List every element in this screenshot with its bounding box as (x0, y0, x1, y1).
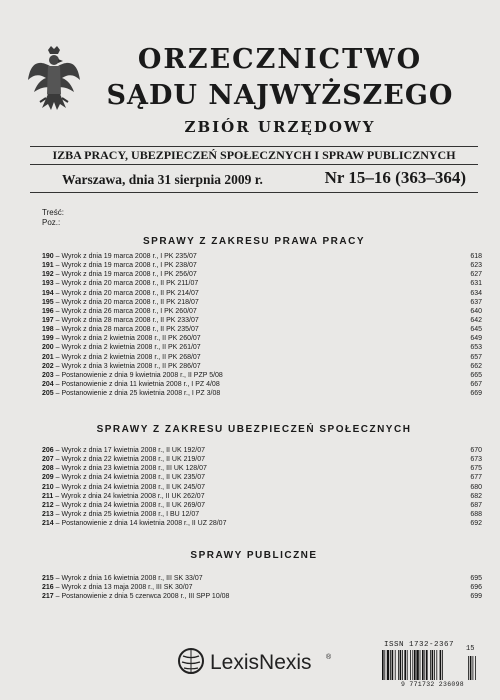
toc-entry (42, 592, 482, 601)
entry-title: – Wyrok z dnia 20 marca 2008 r., II PK 211/07 (53, 280, 199, 288)
header-divider-top (30, 146, 478, 147)
issn-number: ISSN 1732-2367 (384, 641, 455, 649)
barcode-bar (407, 650, 408, 680)
entry-page-number: 688 (470, 510, 482, 518)
entry-number: 197 (42, 316, 54, 324)
barcode-addon-bar (468, 656, 469, 680)
entry-page-number: 692 (470, 520, 482, 528)
entry-title: – Wyrok z dnia 19 marca 2008 r., I PK 238/07 (53, 262, 197, 270)
position-label: Poz.: (42, 218, 61, 227)
barcode-bar (402, 650, 403, 680)
toc-entry (42, 483, 482, 492)
toc-entry (42, 298, 482, 307)
toc-list-public (42, 574, 482, 601)
barcode-bar (382, 650, 384, 680)
entry-page-number: 627 (470, 271, 482, 279)
entry-title: – Postanowienie z dnia 14 kwietnia 2008 r., II UZ 28/07 (53, 520, 227, 528)
entry-title: – Wyrok z dnia 2 kwietnia 2008 r., II PK 261/07 (53, 344, 201, 352)
entry-title: – Wyrok z dnia 19 marca 2008 r., I PK 235/07 (53, 253, 197, 260)
barcode-bar (416, 650, 418, 680)
barcode-addon-bar (473, 656, 474, 680)
entry-number: 210 (42, 483, 54, 491)
toc-entry (42, 492, 482, 501)
toc-entry (42, 380, 482, 389)
barcode-bar (436, 650, 437, 680)
entry-page-number: 640 (470, 307, 482, 315)
entry-title: – Wyrok z dnia 22 kwietnia 2008 r., II UK 219/07 (53, 456, 205, 464)
entry-number: 196 (42, 307, 54, 315)
barcode-bar (400, 650, 402, 680)
entry-title: – Wyrok z dnia 13 maja 2008 r., III SK 30/07 (53, 584, 193, 592)
barcode-bar (442, 650, 443, 680)
toc-entry (42, 270, 482, 279)
entry-title: – Wyrok z dnia 24 kwietnia 2008 r., II UK 269/07 (53, 501, 205, 509)
journal-subtitle: ZBIÓR URZĘDOWY (184, 118, 376, 136)
entry-title: – Postanowienie z dnia 9 kwietnia 2008 r., II PZP 5/08 (53, 371, 223, 379)
toc-entry (42, 325, 482, 334)
barcode-bar (422, 650, 424, 680)
journal-title-line2: SĄDU NAJWYŻSZEGO (106, 80, 454, 111)
entry-page-number: 618 (470, 253, 482, 260)
toc-entry (42, 464, 482, 473)
entry-page-number: 645 (470, 326, 482, 334)
entry-page-number: 634 (470, 289, 482, 297)
section-title-public: SPRAWY PUBLICZNE (190, 550, 318, 561)
entry-number: 205 (42, 390, 54, 398)
entry-number: 202 (42, 362, 54, 370)
toc-entry (42, 583, 482, 592)
entry-page-number: 662 (470, 362, 482, 370)
entry-page-number: 623 (470, 262, 482, 270)
entry-title: – Wyrok z dnia 20 marca 2008 r., II PK 218/07 (53, 298, 199, 306)
entry-page-number: 696 (470, 584, 482, 592)
toc-entry (42, 574, 482, 583)
entry-title: – Wyrok z dnia 17 kwietnia 2008 r., II UK 192/07 (53, 447, 205, 454)
toc-entry (42, 307, 482, 316)
barcode-digits: 9 771732 236098 (400, 681, 464, 688)
entry-number: 191 (42, 262, 54, 270)
entry-title: – Wyrok z dnia 19 marca 2008 r., I PK 256/07 (53, 271, 197, 279)
entry-page-number: 699 (470, 593, 482, 601)
toc-entry (42, 316, 482, 325)
toc-entry (42, 289, 482, 298)
barcode-bar (392, 650, 394, 680)
barcode-bar (434, 650, 435, 680)
barcode-bar (384, 650, 385, 680)
entry-page-number: 637 (470, 298, 482, 306)
entry-title: – Postanowienie z dnia 25 kwietnia 2008 r., I PZ 3/08 (53, 390, 221, 398)
entry-title: – Wyrok z dnia 24 kwietnia 2008 r., II UK 245/07 (53, 483, 205, 491)
entry-number: 206 (42, 447, 54, 454)
toc-entry (42, 252, 482, 261)
entry-number: 217 (42, 593, 54, 601)
entry-page-number: 673 (470, 456, 482, 464)
entry-page-number: 670 (470, 447, 482, 454)
barcode-bar (390, 650, 391, 680)
toc-entry (42, 343, 482, 352)
entry-number: 211 (42, 492, 54, 500)
place-date: Warszawa, dnia 31 sierpnia 2009 r. (62, 172, 263, 187)
entry-page-number: 649 (470, 335, 482, 343)
entry-page-number: 642 (470, 316, 482, 324)
registered-mark: ® (326, 654, 332, 661)
barcode-bar (395, 650, 396, 680)
barcode-addon: 15 (466, 645, 475, 653)
entry-number: 204 (42, 380, 54, 388)
entry-page-number: 682 (470, 492, 482, 500)
toc-entry (42, 261, 482, 270)
header-divider-middle (30, 164, 478, 165)
barcode-bar (414, 650, 416, 680)
entry-title: – Wyrok z dnia 16 kwietnia 2008 r., III SK 33/07 (53, 575, 203, 582)
toc-entry (42, 334, 482, 343)
entry-title: – Wyrok z dnia 2 kwietnia 2008 r., II PK 260/07 (53, 335, 201, 343)
entry-page-number: 680 (470, 483, 482, 491)
entry-page-number: 657 (470, 353, 482, 361)
toc-entry (42, 446, 482, 455)
contents-label: Treść: (42, 208, 64, 217)
entry-page-number: 631 (470, 280, 482, 288)
barcode-bar (404, 650, 406, 680)
barcode-bar (426, 650, 428, 680)
toc-entry (42, 519, 482, 528)
barcode-bar (412, 650, 413, 680)
entry-title: – Wyrok z dnia 28 marca 2008 r., II PK 235/07 (53, 326, 199, 334)
entry-number: 203 (42, 371, 54, 379)
toc-entry (42, 501, 482, 510)
barcode-addon-bar (475, 656, 476, 680)
section-title-social-insurance: SPRAWY Z ZAKRESU UBEZPIECZEŃ SPOŁECZNYCH (96, 424, 412, 435)
barcode-bar (440, 650, 442, 680)
barcode-bar (432, 650, 434, 680)
entry-number: 216 (42, 584, 54, 592)
entry-number: 213 (42, 510, 54, 518)
toc-entry (42, 279, 482, 288)
toc-list-social-insurance (42, 446, 482, 528)
toc-entry (42, 473, 482, 482)
entry-page-number: 695 (470, 575, 482, 582)
entry-number: 198 (42, 326, 54, 334)
toc-entry (42, 389, 482, 398)
toc-entry (42, 353, 482, 362)
entry-page-number: 667 (470, 380, 482, 388)
entry-title: – Wyrok z dnia 25 kwietnia 2008 r., I BU 12/07 (53, 510, 200, 518)
entry-title: – Postanowienie z dnia 5 czerwca 2008 r., III SPP 10/08 (53, 593, 230, 601)
entry-page-number: 665 (470, 371, 482, 379)
header-divider-bottom (30, 192, 478, 193)
entry-number: 200 (42, 344, 54, 352)
entry-title: – Postanowienie z dnia 11 kwietnia 2008 r., I PZ 4/08 (53, 380, 220, 388)
polish-eagle-emblem (26, 44, 82, 118)
barcode-addon-bar (470, 656, 472, 680)
issue-number: Nr 15–16 (363–364) (324, 168, 466, 187)
entry-title: – Wyrok z dnia 20 marca 2008 r., II PK 214/07 (53, 289, 199, 297)
barcode-bar (410, 650, 411, 680)
entry-title: – Wyrok z dnia 3 kwietnia 2008 r., II PK 286/07 (53, 362, 201, 370)
entry-number: 209 (42, 474, 54, 482)
entry-page-number: 669 (470, 390, 482, 398)
entry-title: – Wyrok z dnia 28 marca 2008 r., II PK 233/07 (53, 316, 199, 324)
entry-page-number: 687 (470, 501, 482, 509)
entry-title: – Wyrok z dnia 23 kwietnia 2008 r., III UK 128/07 (53, 465, 207, 473)
entry-page-number: 675 (470, 465, 482, 473)
entry-number: 212 (42, 501, 54, 509)
entry-title: – Wyrok z dnia 26 marca 2008 r., I PK 260/07 (53, 307, 197, 315)
section-title-labour: SPRAWY Z ZAKRESU PRAWA PRACY (142, 236, 366, 247)
publisher-name: LexisNexis (210, 651, 312, 674)
barcode-bar (420, 650, 421, 680)
barcode-bar (430, 650, 431, 680)
entry-title: – Wyrok z dnia 24 kwietnia 2008 r., II UK 235/07 (53, 474, 205, 482)
entry-number: 201 (42, 353, 54, 361)
entry-page-number: 677 (470, 474, 482, 482)
toc-entry (42, 510, 482, 519)
entry-title: – Wyrok z dnia 24 kwietnia 2008 r., II UK 262/07 (53, 492, 205, 500)
entry-page-number: 653 (470, 344, 482, 352)
toc-list-labour (42, 252, 482, 398)
entry-number: 208 (42, 465, 54, 473)
journal-title-line1: ORZECZNICTWO (137, 44, 423, 75)
barcode-bar (424, 650, 425, 680)
toc-entry (42, 371, 482, 380)
entry-number: 194 (42, 289, 54, 297)
entry-number: 199 (42, 335, 54, 343)
barcode-bar (398, 650, 399, 680)
entry-number: 214 (42, 520, 54, 528)
entry-number: 195 (42, 298, 54, 306)
chamber-name: IZBA PRACY, UBEZPIECZEŃ SPOŁECZNYCH I SPRAW PUBLICZNYCH (52, 148, 456, 162)
entry-number: 192 (42, 271, 54, 279)
entry-number: 190 (42, 253, 54, 260)
entry-number: 207 (42, 456, 54, 464)
barcode-bar (387, 650, 389, 680)
barcode-image (380, 650, 485, 680)
entry-title: – Wyrok z dnia 2 kwietnia 2008 r., II PK 268/07 (53, 353, 201, 361)
entry-number: 193 (42, 280, 54, 288)
entry-number: 215 (42, 575, 54, 582)
toc-entry (42, 362, 482, 371)
toc-entry (42, 455, 482, 464)
